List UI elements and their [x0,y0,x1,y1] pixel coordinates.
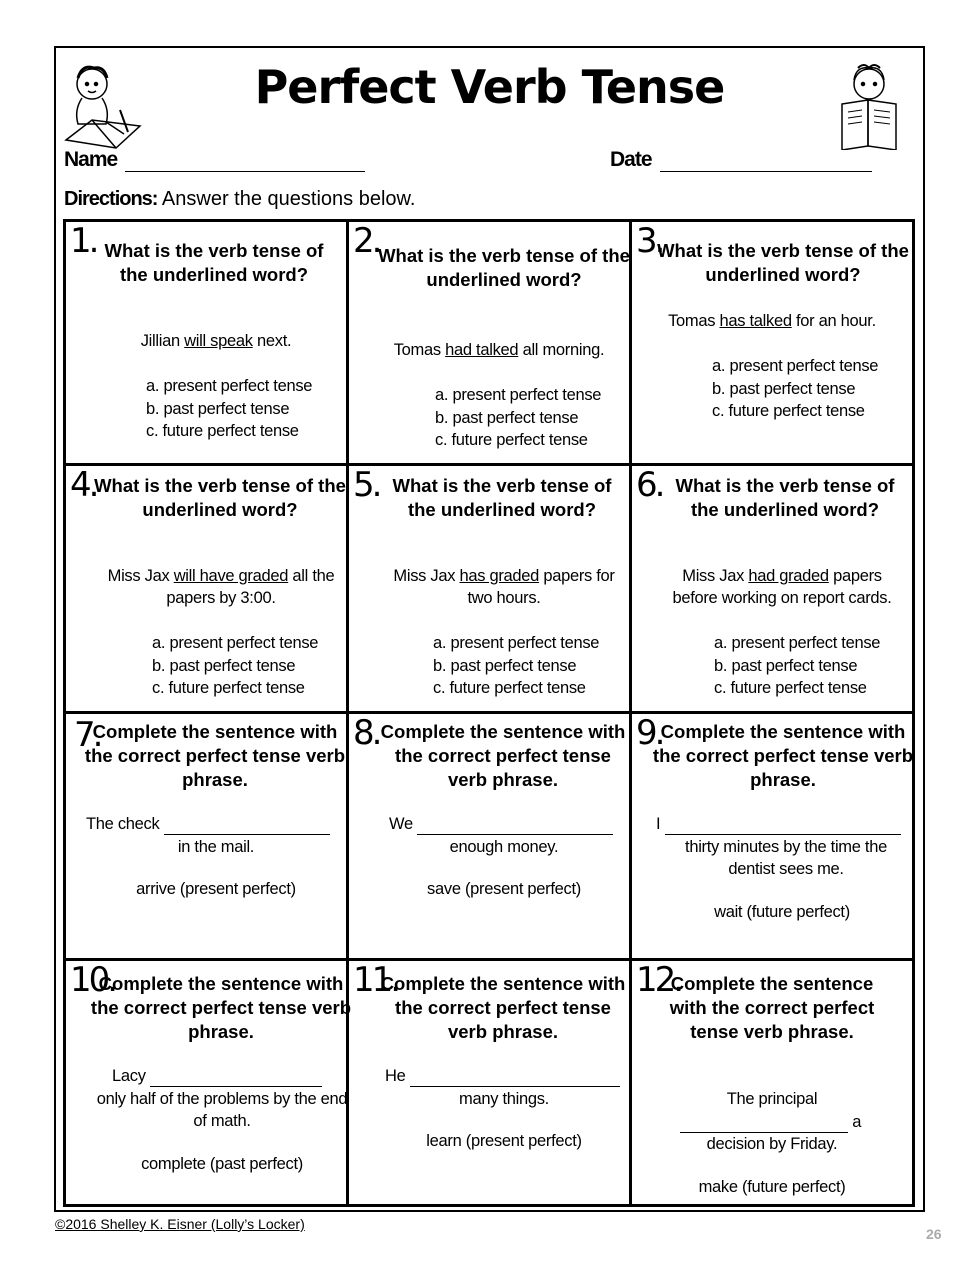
question-prompt: Complete the sentence with the correct perfect tense verb phrase. [84,721,346,790]
sentence-start: The principal [726,1090,818,1108]
option-b[interactable]: b. past perfect tense [435,408,579,427]
question-prompt: What is the verb tense of the underlined word? [94,475,346,520]
option-b[interactable]: b. past perfect tense [146,399,290,418]
sentence: Tomas had talked all morning. [393,341,605,359]
sentence-end: enough money. [449,838,559,856]
underlined-verb: will have graded [173,567,289,585]
sentence-end: in the mail. [177,838,255,856]
answer-options[interactable] [435,384,601,452]
option-c[interactable]: c. future perfect tense [152,679,305,697]
verb-hint: wait (future perfect) [714,903,850,921]
answer-blank[interactable] [410,1068,620,1087]
directions-label: Directions: [64,188,158,210]
option-b[interactable]: b. past perfect tense [152,656,296,675]
question-number: 7. [74,715,101,755]
underlined-verb: has talked [719,312,792,330]
question-prompt: Complete the sentence with the correct perfect tense verb phrase. [652,721,914,790]
question-number: 11. [353,960,399,1000]
question-number: 12. [636,960,682,1000]
name-label: Name [64,148,118,171]
option-a[interactable]: a. present perfect tense [435,386,602,404]
sentence: Tomas has talked for an hour. [668,312,876,330]
sentence-end: many things. [459,1090,549,1108]
page-title: Perfect Verb Tense [254,60,725,114]
question-number: 5. [353,465,380,505]
verb-hint: arrive (present perfect) [136,880,296,898]
date-blank[interactable] [660,151,872,172]
verb-hint: complete (past perfect) [141,1155,303,1173]
directions-text: Answer the questions below. [157,188,416,210]
question-3 [632,222,912,463]
option-c[interactable]: c. future perfect tense [435,431,588,449]
question-5 [349,466,629,711]
option-b[interactable]: b. past perfect tense [714,656,858,675]
date-field[interactable] [610,148,872,172]
option-c[interactable]: c. future perfect tense [433,679,586,697]
answer-options[interactable] [152,632,318,700]
option-c[interactable]: c. future perfect tense [714,679,867,697]
answer-blank[interactable] [164,816,330,835]
question-7 [66,714,346,958]
sentence-end: decision by Friday. [706,1135,838,1153]
question-prompt: What is the verb tense of the underlined word? [675,475,895,520]
question-number: 4. [70,465,97,505]
question-number: 9. [636,713,663,753]
underlined-verb: will speak [184,332,253,350]
sentence-start: We [389,813,629,835]
question-number: 3. [636,221,663,261]
question-prompt: Complete the sentence with the correct perfect tense verb phrase. [380,973,626,1042]
option-a[interactable]: a. present perfect tense [714,634,881,652]
option-b[interactable]: b. past perfect tense [712,379,856,398]
answer-blank[interactable] [417,816,613,835]
question-12 [632,961,912,1207]
verb-hint: save (present perfect) [427,880,581,898]
sentence-end: thirty minutes by the time the dentist sees me. [685,838,887,878]
question-10 [66,960,352,1207]
name-field[interactable] [64,148,365,172]
directions [64,188,415,211]
option-c[interactable]: c. future perfect tense [712,402,865,420]
question-4 [66,466,346,711]
sentence-start: The check [86,813,348,835]
question-prompt: What is the verb tense of the underlined word? [104,240,324,285]
question-9 [632,714,912,958]
verb-hint: make (future perfect) [698,1178,846,1196]
answer-options[interactable] [712,355,878,423]
question-8 [349,714,629,958]
question-prompt: What is the verb tense of the underlined word? [657,240,909,285]
answer-blank[interactable] [680,1114,848,1133]
copyright-notice: ©2016 Shelley K. Eisner (Lolly’s Locker) [55,1216,305,1232]
sentence-start: Lacy [112,1065,352,1087]
question-2 [349,222,629,463]
sentence-end: only half of the problems by the end of math. [96,1090,348,1130]
answer-blank[interactable] [665,816,901,835]
option-c[interactable]: c. future perfect tense [146,422,299,440]
underlined-verb: has graded [459,567,540,585]
question-6 [632,466,912,711]
question-number: 2. [353,221,380,261]
name-blank[interactable] [125,151,365,172]
question-1 [66,222,346,463]
sentence-middle: a [680,1111,912,1133]
question-prompt: Complete the sentence with the correct perfect tense verb phrase. [669,973,875,1042]
date-label: Date [610,148,652,171]
sentence: Miss Jax has graded papers for two hours. [393,567,615,607]
verb-hint: learn (present perfect) [426,1132,582,1150]
sentence-start: I [656,813,912,835]
answer-blank[interactable] [150,1068,322,1087]
option-b[interactable]: b. past perfect tense [433,656,577,675]
page-number: 26 [926,1226,942,1242]
underlined-verb: had graded [748,567,829,585]
sentence: Miss Jax had graded papers before working on report cards. [672,567,892,607]
question-number: 1. [70,221,97,261]
sentence: Miss Jax will have graded all the papers by 3:00. [107,567,335,607]
question-11 [349,961,629,1207]
option-a[interactable]: a. present perfect tense [146,377,313,395]
question-number: 8. [353,713,380,753]
sentence: Jillian will speak next. [140,332,292,350]
option-a[interactable]: a. present perfect tense [152,634,319,652]
question-prompt: Complete the sentence with the correct perfect tense verb phrase. [90,973,352,1042]
underlined-verb: had talked [445,341,519,359]
question-number: 6. [636,465,663,505]
sentence-start: He [385,1065,629,1087]
option-a[interactable]: a. present perfect tense [712,357,879,375]
answer-options[interactable] [146,375,312,443]
answer-options[interactable] [433,632,599,700]
option-a[interactable]: a. present perfect tense [433,634,600,652]
question-prompt: Complete the sentence with the correct perfect tense verb phrase. [380,721,626,790]
answer-options[interactable] [714,632,880,700]
question-prompt: What is the verb tense of the underlined word? [392,475,612,520]
question-prompt: What is the verb tense of the underlined word? [378,245,630,290]
question-number: 10. [70,960,116,1000]
